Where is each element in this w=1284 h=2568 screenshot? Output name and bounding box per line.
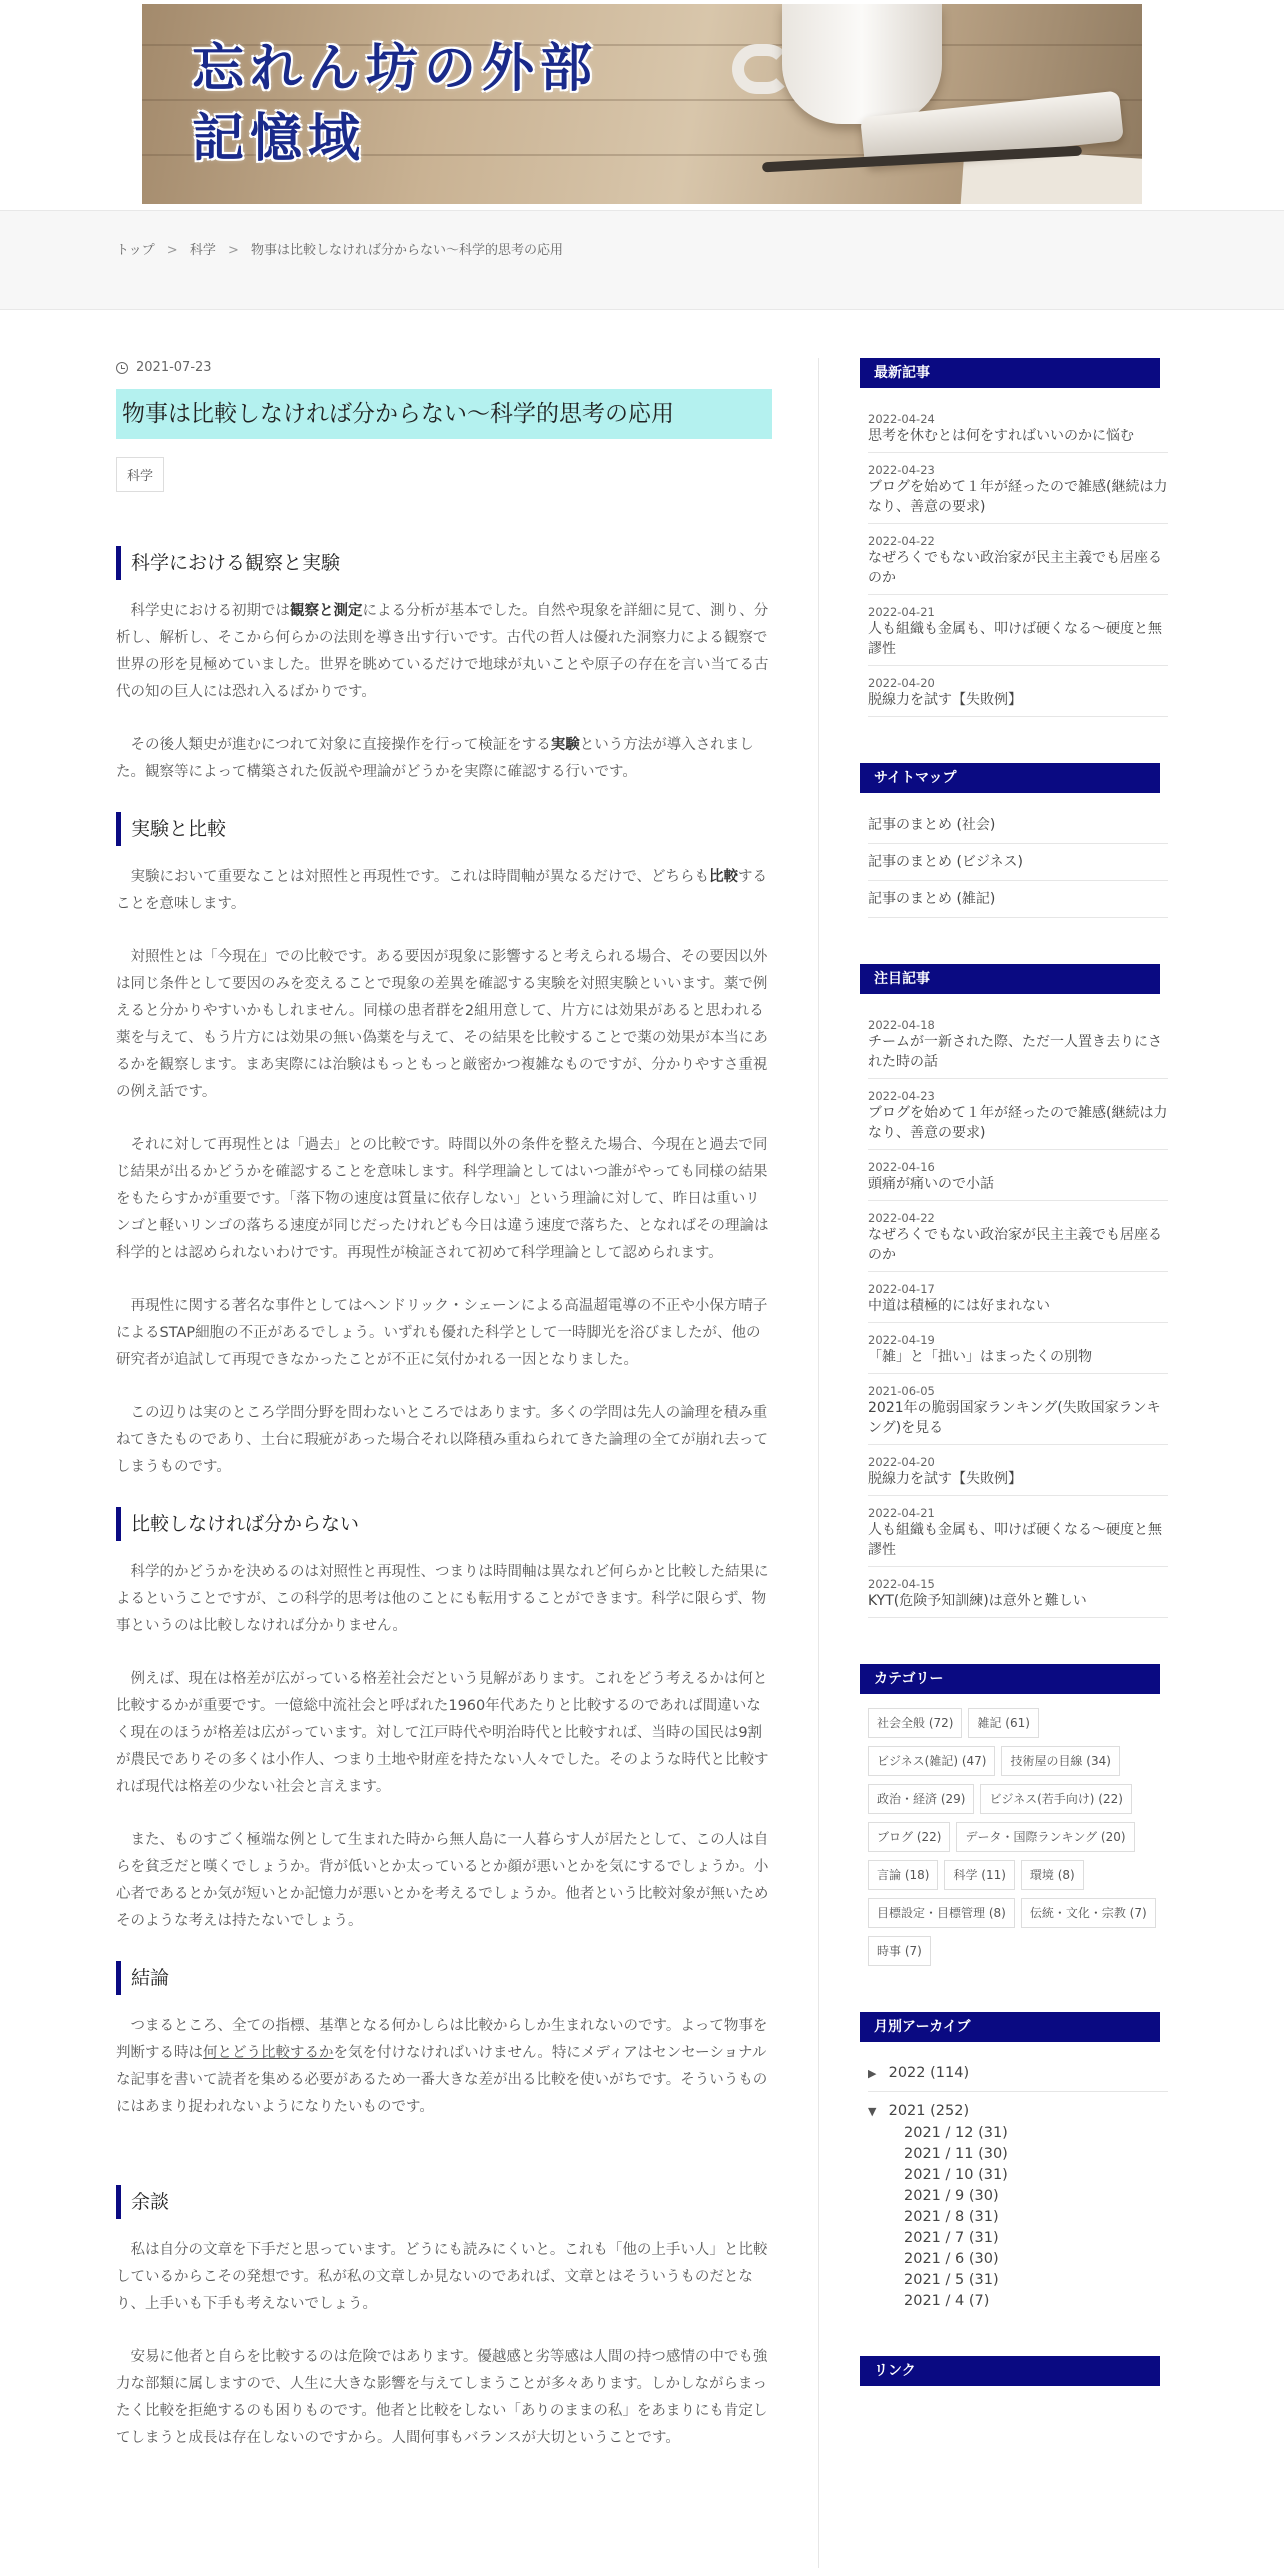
latest-list <box>868 402 1168 717</box>
item-title-link[interactable]: 人も組織も金属も、叩けば硬くなる～硬度と無謬性 <box>868 621 1162 657</box>
archive-months <box>904 2123 1168 2312</box>
breadcrumb-home[interactable]: トップ <box>116 243 155 258</box>
category-tag[interactable]: 環境 (8) <box>1021 1860 1084 1890</box>
item-date: 2022-04-20 <box>868 676 935 690</box>
article-date-text: 2021-07-23 <box>136 360 212 375</box>
archive-year-2022[interactable] <box>868 2056 1168 2092</box>
item-title-link[interactable]: なぜろくでもない政治家が民主主義でも居座るのか <box>868 1227 1162 1263</box>
list-item[interactable] <box>868 1445 1168 1496</box>
list-item[interactable] <box>868 595 1168 666</box>
item-title-link[interactable]: 脱線力を試す【失敗例】 <box>868 692 1022 708</box>
list-item[interactable] <box>868 1567 1168 1618</box>
sitemap-list <box>868 807 1168 918</box>
category-tag[interactable]: 伝統・文化・宗教 (7) <box>1021 1898 1156 1928</box>
section-heading: 比較しなければ分からない <box>116 1507 772 1541</box>
item-title-link[interactable]: ブログを始めて１年が経ったので雑感(継続は力なり、善意の要求) <box>868 1105 1168 1141</box>
item-date: 2022-04-20 <box>868 1455 935 1469</box>
item-title-link[interactable]: 人も組織も金属も、叩けば硬くなる～硬度と無謬性 <box>868 1522 1162 1558</box>
column-divider <box>818 358 819 2568</box>
paragraph: 再現性に関する著名な事件としてはヘンドリック・シェーンによる高温超電導の不正や小保方晴子によるSTAP細胞の不正があるでしょう。いずれも優れた科学として一時脚光を浴びましたが、他の研究者が追試して再現できなかったことが不正に気付かれる一因となりました。 <box>116 1298 768 1368</box>
paragraph: また、ものすごく極端な例として生まれた時から無人島に一人暮らす人が居たとして、この人は自らを貧乏だと嘆くでしょうか。背が低いとか太っているとか顔が悪いとかを気にするでしょうか。小心者であるとか気が短いとか記憶力が悪いとかを考えるでしょうか。他者という比較対象が無いためそのような考えは持たないでしょう。 <box>116 1832 769 1929</box>
article-date <box>116 360 772 375</box>
item-date: 2022-04-23 <box>868 463 935 477</box>
list-item[interactable] <box>868 1272 1168 1323</box>
list-item[interactable] <box>868 524 1168 595</box>
list-item[interactable] <box>868 1496 1168 1567</box>
breadcrumb <box>116 239 571 258</box>
widget-featured <box>860 964 1170 1618</box>
paragraph: 科学史における初期では観察と測定による分析が基本でした。自然や現象を詳細に見て、測り、分析し、解析し、そこから何らかの法則を導き出す行いです。古代の哲人は優れた洞察力による観察で世界の形を見極めていました。世界を眺めているだけで地球が丸いことや原子の存在を言い当てる古代の知の巨人には恐れ入るばかりです。 <box>116 603 769 700</box>
breadcrumb-current: 物事は比較しなければ分からない～科学的思考の応用 <box>251 243 564 258</box>
category-tag[interactable]: 目標設定・目標管理 (8) <box>868 1898 1015 1928</box>
sitemap-link[interactable]: 記事のまとめ (社会) <box>868 807 1168 844</box>
list-item[interactable] <box>868 1323 1168 1374</box>
paragraph: 科学的かどうかを決めるのは対照性と再現性、つまりは時間軸は異なれど何らかと比較した結果によるということですが、この科学的思考は他のことにも転用することができます。科学に限らず、物事というのは比較しなければ分かりません。 <box>116 1564 769 1634</box>
list-item[interactable] <box>868 666 1168 717</box>
category-tag[interactable]: 雑記 (61) <box>968 1708 1038 1738</box>
widget-title: サイトマップ <box>860 763 1160 793</box>
item-title-link[interactable]: 2021年の脆弱国家ランキング(失敗国家ランキング)を見る <box>868 1400 1161 1436</box>
sitemap-link[interactable]: 記事のまとめ (ビジネス) <box>868 844 1168 881</box>
item-title-link[interactable]: KYT(危険予知訓練)は意外と難しい <box>868 1593 1087 1609</box>
widget-title: 注目記事 <box>860 964 1160 994</box>
site-logo-text: 忘れん坊の外部記憶域 <box>192 39 599 169</box>
paragraph: その後人類史が進むにつれて対象に直接操作を行って検証をする実験という方法が導入されました。観察等によって構築された仮説や理論がどうかを実際に確認する行いです。 <box>116 737 754 780</box>
category-tag[interactable]: 言論 (18) <box>868 1860 938 1890</box>
list-item[interactable] <box>868 1079 1168 1150</box>
item-date: 2021-06-05 <box>868 1384 935 1398</box>
list-item[interactable] <box>868 402 1168 453</box>
item-title-link[interactable]: チームが一新された際、ただ一人置き去りにされた時の話 <box>868 1034 1162 1070</box>
breadcrumb-category[interactable]: 科学 <box>189 243 216 258</box>
archive-list <box>868 2056 1168 2318</box>
item-title-link[interactable]: 頭痛が痛いので小話 <box>868 1176 994 1192</box>
category-tag[interactable]: ブログ (22) <box>868 1822 950 1852</box>
list-item[interactable] <box>868 453 1168 524</box>
archive-month-link[interactable]: 2021 / 11 (30) <box>904 2146 1008 2162</box>
archive-month-link[interactable]: 2021 / 4 (7) <box>904 2293 990 2309</box>
category-tag[interactable]: 時事 (7) <box>868 1936 931 1966</box>
paragraph: 安易に他者と自らを比較するのは危険ではあります。優越感と劣等感は人間の持つ感情の中でも強力な部類に属しますので、人生に大きな影響を与えてしまうことが多々あります。しかしながらまったく比較を拒絶するのも困りものです。他者と比較をしない「ありのままの私」をあまりにも肯定してしまうと成長は存在しないのですから。人間何事もバランスが大切ということです。 <box>116 2349 768 2446</box>
archive-year-2021 <box>868 2092 1168 2318</box>
category-list <box>868 1708 1168 1966</box>
breadcrumb-separator: > <box>227 243 239 258</box>
section-heading: 余談 <box>116 2185 772 2219</box>
paragraph: 例えば、現在は格差が広がっている格差社会だという見解があります。これをどう考えるかは何と比較するかが重要です。一億総中流社会と呼ばれた1960年代あたりと比較するのであれば間違いなく現在のほうが格差は広がっています。対して江戸時代や明治時代と比較すれば、当時の国民は9割が農民でありその多くは小作人、つまり土地や財産を持たない人々でした。そのような時代と比較すれば現代は格差の少ない社会と言えます。 <box>116 1671 769 1795</box>
item-date: 2022-04-22 <box>868 1211 935 1225</box>
item-date: 2022-04-24 <box>868 412 935 426</box>
coffee-cup-image <box>782 4 942 124</box>
paragraph: この辺りは実のところ学問分野を問わないところではあります。多くの学問は先人の論理を積み重ねてきたものであり、土台に瑕疵があった場合それ以降積み重ねられてきた論理の全てが崩れ去ってしまうものです。 <box>116 1405 768 1475</box>
widget-archive <box>860 2012 1170 2318</box>
category-tag[interactable]: 社会全般 (72) <box>868 1708 962 1738</box>
item-title-link[interactable]: なぜろくでもない政治家が民主主義でも居座るのか <box>868 550 1162 586</box>
archive-month-link[interactable]: 2021 / 9 (30) <box>904 2188 999 2204</box>
category-tag[interactable]: 政治・経済 (29) <box>868 1784 974 1814</box>
archive-year-header[interactable] <box>868 2100 1168 2123</box>
section-heading: 結論 <box>116 1961 772 1995</box>
archive-month-link[interactable]: 2021 / 8 (31) <box>904 2209 999 2225</box>
clock-icon <box>116 362 128 374</box>
archive-month-link[interactable]: 2021 / 6 (30) <box>904 2251 999 2267</box>
paragraph: それに対して再現性とは「過去」との比較です。時間以外の条件を整えた場合、今現在と過去で同じ結果が出るかどうかを確認することを意味します。科学理論としてはいつ誰がやっても同様の結果をもたらすかが重要です。「落下物の速度は質量に依存しない」という理論に対して、昨日は重いリンゴと軽いリンゴの落ちる速度が同じだったけれども今日は違う速度で落ちた、となればその理論は科学的とは認められないわけです。再現性が検証されて初めて科学理論として認められます。 <box>116 1137 769 1261</box>
item-date: 2022-04-19 <box>868 1333 935 1347</box>
item-title-link[interactable]: 思考を休むとは何をすればいいのかに悩む <box>868 428 1134 444</box>
item-date: 2022-04-22 <box>868 534 935 548</box>
archive-month-link[interactable]: 2021 / 10 (31) <box>904 2167 1008 2183</box>
chevron-down-icon: ▼ <box>868 2105 877 2118</box>
paragraph: 私は自分の文章を下手だと思っています。どうにも読みにくいと。これも「他の上手い人」と比較しているからこその発想です。私が私の文章しか見ないのであれば、文章とはそういうものだとなり、上手いも下手も考えないでしょう。 <box>116 2242 768 2312</box>
archive-month-link[interactable]: 2021 / 7 (31) <box>904 2230 999 2246</box>
breadcrumb-separator: > <box>166 243 178 258</box>
category-tag[interactable]: ビジネス(雑記) (47) <box>868 1746 995 1776</box>
list-item[interactable] <box>868 1201 1168 1272</box>
sidebar <box>860 358 1170 2432</box>
paragraph: 対照性とは「今現在」での比較です。ある要因が現象に影響すると考えられる場合、その要因以外は同じ条件として要因のみを変えることで現象の差異を確認する実験を対照実験といいます。薬で例えると分かりやすいかもしれません。同様の患者群を2組用意して、片方には効果があると思われる薬を与えて、もう片方には効果の無い偽薬を与えて、その結果を比較することで薬の効果が本当にあるかを観察します。まあ実際には治験はもっともっと厳密かつ複雑なものですが、分かりやすさ重視の例え話です。 <box>116 949 768 1100</box>
archive-year-label: 2022 (114) <box>888 2065 970 2081</box>
list-item[interactable] <box>868 1374 1168 1445</box>
item-title-link[interactable]: 「雑」と「拙い」はまったくの別物 <box>868 1349 1092 1365</box>
widget-title: リンク <box>860 2356 1160 2386</box>
list-item[interactable] <box>868 1150 1168 1201</box>
item-date: 2022-04-23 <box>868 1089 935 1103</box>
article <box>116 360 772 2478</box>
item-title-link[interactable]: 中道は積極的には好まれない <box>868 1298 1050 1314</box>
featured-list <box>868 1008 1168 1618</box>
paragraph: 実験において重要なことは対照性と再現性です。これは時間軸が異なるだけで、どちらも比較することを意味します。 <box>116 869 768 912</box>
paragraph: つまるところ、全ての指標、基準となる何かしらは比較からしか生まれないのです。よって物事を判断する時は何とどう比較するかを気を付けなければいけません。特にメディアはセンセーショナルな記事を書いて読者を集める必要があるため一番大きな差が出る比較を使いがちです。そういうものにはあまり捉われないようになりたいものです。 <box>116 2018 768 2115</box>
item-date: 2022-04-21 <box>868 1506 935 1520</box>
widget-title: 月別アーカイブ <box>860 2012 1160 2042</box>
item-date: 2022-04-21 <box>868 605 935 619</box>
archive-month-link[interactable]: 2021 / 12 (31) <box>904 2125 1008 2141</box>
category-tag[interactable]: データ・国際ランキング (20) <box>956 1822 1134 1852</box>
chevron-right-icon: ▶ <box>868 2067 877 2080</box>
widget-title: カテゴリー <box>860 1664 1160 1694</box>
section-heading: 科学における観察と実験 <box>116 546 772 580</box>
site-header <box>0 0 1284 210</box>
section-heading: 実験と比較 <box>116 812 772 846</box>
item-title-link[interactable]: ブログを始めて１年が経ったので雑感(継続は力なり、善意の要求) <box>868 479 1168 515</box>
list-item[interactable] <box>868 1008 1168 1079</box>
widget-latest <box>860 358 1170 717</box>
widget-title: 最新記事 <box>860 358 1160 388</box>
widget-links <box>860 2356 1170 2386</box>
item-date: 2022-04-15 <box>868 1577 935 1591</box>
breadcrumb-bar <box>0 210 1284 310</box>
site-banner[interactable] <box>142 4 1142 204</box>
item-date: 2022-04-18 <box>868 1018 935 1032</box>
widget-categories <box>860 1664 1170 1966</box>
sitemap-link[interactable]: 記事のまとめ (雑記) <box>868 881 1168 918</box>
item-date: 2022-04-16 <box>868 1160 935 1174</box>
archive-year-label: 2021 (252) <box>888 2103 970 2119</box>
article-title: 物事は比較しなければ分からない～科学的思考の応用 <box>116 389 772 439</box>
item-date: 2022-04-17 <box>868 1282 935 1296</box>
item-title-link[interactable]: 脱線力を試す【失敗例】 <box>868 1471 1022 1487</box>
article-tag[interactable]: 科学 <box>116 457 164 492</box>
category-tag[interactable]: ビジネス(若手向け) (22) <box>980 1784 1131 1814</box>
archive-month-link[interactable]: 2021 / 5 (31) <box>904 2272 999 2288</box>
category-tag[interactable]: 技術屋の目線 (34) <box>1001 1746 1119 1776</box>
category-tag[interactable]: 科学 (11) <box>944 1860 1014 1890</box>
widget-sitemap <box>860 763 1170 918</box>
